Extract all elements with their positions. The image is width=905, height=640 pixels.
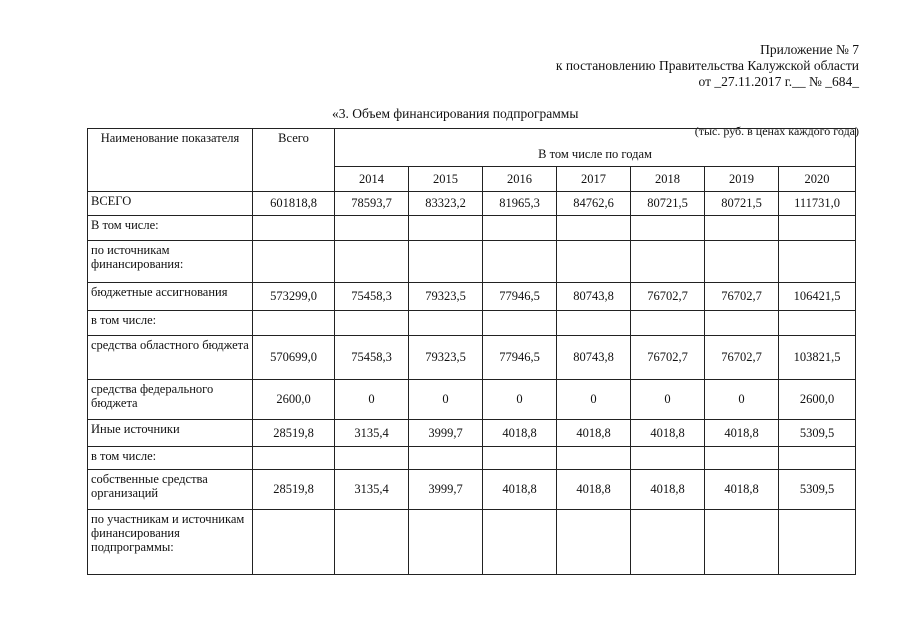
- table-row: [88, 336, 856, 380]
- row-year-value: [557, 241, 631, 283]
- row-label: в том числе:: [88, 311, 253, 336]
- row-year-value: 0: [409, 380, 483, 420]
- row-year-value: [779, 241, 856, 283]
- row-year-value: 4018,8: [557, 420, 631, 447]
- row-year-value: 106421,5: [779, 283, 856, 311]
- row-year-value: [409, 216, 483, 241]
- row-year-value: 3135,4: [335, 420, 409, 447]
- row-year-value: [631, 510, 705, 575]
- column-header-year: 2014: [335, 167, 409, 192]
- table-row: [88, 380, 856, 420]
- row-label: ВСЕГО: [88, 192, 253, 216]
- row-year-value: [335, 447, 409, 470]
- row-year-value: [483, 510, 557, 575]
- row-year-value: 76702,7: [631, 336, 705, 380]
- row-year-value: 5309,5: [779, 420, 856, 447]
- row-total: 601818,8: [253, 192, 335, 216]
- row-total: [253, 241, 335, 283]
- units-note: (тыс. руб. в ценах каждого года): [694, 124, 859, 138]
- section-title: «3. Объем финансирования подпрограммы: [332, 106, 579, 121]
- row-total: [253, 311, 335, 336]
- row-year-value: 81965,3: [483, 192, 557, 216]
- row-year-value: [335, 510, 409, 575]
- row-year-value: 79323,5: [409, 336, 483, 380]
- row-year-value: [409, 241, 483, 283]
- row-year-value: [409, 447, 483, 470]
- row-label: Иные источники: [88, 420, 253, 447]
- row-label: собственные средства организаций: [88, 470, 253, 510]
- row-year-value: 80721,5: [631, 192, 705, 216]
- row-year-value: [557, 311, 631, 336]
- row-year-value: 3999,7: [409, 470, 483, 510]
- row-year-value: 75458,3: [335, 283, 409, 311]
- row-total: [253, 510, 335, 575]
- financing-table: [87, 128, 856, 575]
- table-row: [88, 420, 856, 447]
- row-year-value: 83323,2: [409, 192, 483, 216]
- row-year-value: 4018,8: [705, 420, 779, 447]
- row-year-value: [483, 216, 557, 241]
- column-header-year: 2016: [483, 167, 557, 192]
- row-year-value: [705, 216, 779, 241]
- row-year-value: 0: [483, 380, 557, 420]
- row-year-value: 111731,0: [779, 192, 856, 216]
- row-year-value: 4018,8: [631, 470, 705, 510]
- row-year-value: 80721,5: [705, 192, 779, 216]
- document-header: [556, 42, 859, 90]
- row-year-value: 84762,6: [557, 192, 631, 216]
- row-year-value: 4018,8: [631, 420, 705, 447]
- row-year-value: [483, 311, 557, 336]
- row-year-value: [557, 447, 631, 470]
- row-label: средства федерального бюджета: [88, 380, 253, 420]
- table-row: [88, 241, 856, 283]
- column-header-years-group: В том числе по годам: [335, 129, 856, 167]
- row-year-value: 0: [705, 380, 779, 420]
- row-year-value: 0: [335, 380, 409, 420]
- row-year-value: 4018,8: [557, 470, 631, 510]
- row-year-value: 4018,8: [483, 470, 557, 510]
- column-header-year: 2017: [557, 167, 631, 192]
- column-header-year: 2018: [631, 167, 705, 192]
- row-year-value: 75458,3: [335, 336, 409, 380]
- row-year-value: [631, 311, 705, 336]
- row-year-value: 76702,7: [705, 336, 779, 380]
- row-total: 2600,0: [253, 380, 335, 420]
- table-row: [88, 311, 856, 336]
- row-total: 570699,0: [253, 336, 335, 380]
- row-total: [253, 216, 335, 241]
- row-year-value: 3999,7: [409, 420, 483, 447]
- row-year-value: 79323,5: [409, 283, 483, 311]
- row-year-value: [631, 447, 705, 470]
- row-year-value: [779, 447, 856, 470]
- row-year-value: 4018,8: [483, 420, 557, 447]
- column-header-total: Всего: [253, 129, 335, 192]
- row-year-value: 0: [557, 380, 631, 420]
- table-row: [88, 216, 856, 241]
- table-row: [88, 510, 856, 575]
- table-row: [88, 447, 856, 470]
- row-label: В том числе:: [88, 216, 253, 241]
- row-year-value: [409, 510, 483, 575]
- row-label: в том числе:: [88, 447, 253, 470]
- row-year-value: [705, 447, 779, 470]
- row-year-value: [557, 216, 631, 241]
- row-year-value: 80743,8: [557, 283, 631, 311]
- column-header-name: Наименование показателя: [88, 129, 253, 192]
- row-total: 28519,8: [253, 470, 335, 510]
- row-year-value: [779, 510, 856, 575]
- row-year-value: [409, 311, 483, 336]
- row-year-value: [705, 241, 779, 283]
- row-year-value: 80743,8: [557, 336, 631, 380]
- decree-reference: к постановлению Правительства Калужской области: [555, 58, 859, 73]
- row-year-value: [483, 241, 557, 283]
- row-label: средства областного бюджета: [88, 336, 253, 380]
- row-total: 573299,0: [253, 283, 335, 311]
- row-year-value: 3135,4: [335, 470, 409, 510]
- table-row: [88, 470, 856, 510]
- row-year-value: 76702,7: [705, 283, 779, 311]
- row-year-value: 5309,5: [779, 470, 856, 510]
- column-header-year: 2020: [779, 167, 856, 192]
- row-year-value: [705, 311, 779, 336]
- column-header-year: 2019: [705, 167, 779, 192]
- row-year-value: 4018,8: [705, 470, 779, 510]
- row-year-value: 77946,5: [483, 336, 557, 380]
- appendix-number: Приложение № 7: [760, 42, 859, 57]
- row-year-value: [779, 216, 856, 241]
- row-year-value: [631, 216, 705, 241]
- row-year-value: 0: [631, 380, 705, 420]
- row-year-value: [631, 241, 705, 283]
- row-year-value: 103821,5: [779, 336, 856, 380]
- row-year-value: 78593,7: [335, 192, 409, 216]
- row-label: бюджетные ассигнования: [88, 283, 253, 311]
- table-row: [88, 192, 856, 216]
- row-year-value: 76702,7: [631, 283, 705, 311]
- row-year-value: [779, 311, 856, 336]
- row-label: по источникам финансирования:: [88, 241, 253, 283]
- row-label: по участникам и источникам финансирования подпрограммы:: [88, 510, 253, 575]
- row-year-value: [335, 241, 409, 283]
- row-year-value: [705, 510, 779, 575]
- row-year-value: [335, 311, 409, 336]
- row-year-value: 2600,0: [779, 380, 856, 420]
- table-row: [88, 283, 856, 311]
- column-header-year: 2015: [409, 167, 483, 192]
- decree-date-number: от _27.11.2017 г.__ № _684_: [698, 74, 859, 89]
- row-total: [253, 447, 335, 470]
- row-year-value: [557, 510, 631, 575]
- row-total: 28519,8: [253, 420, 335, 447]
- row-year-value: 77946,5: [483, 283, 557, 311]
- row-year-value: [335, 216, 409, 241]
- row-year-value: [483, 447, 557, 470]
